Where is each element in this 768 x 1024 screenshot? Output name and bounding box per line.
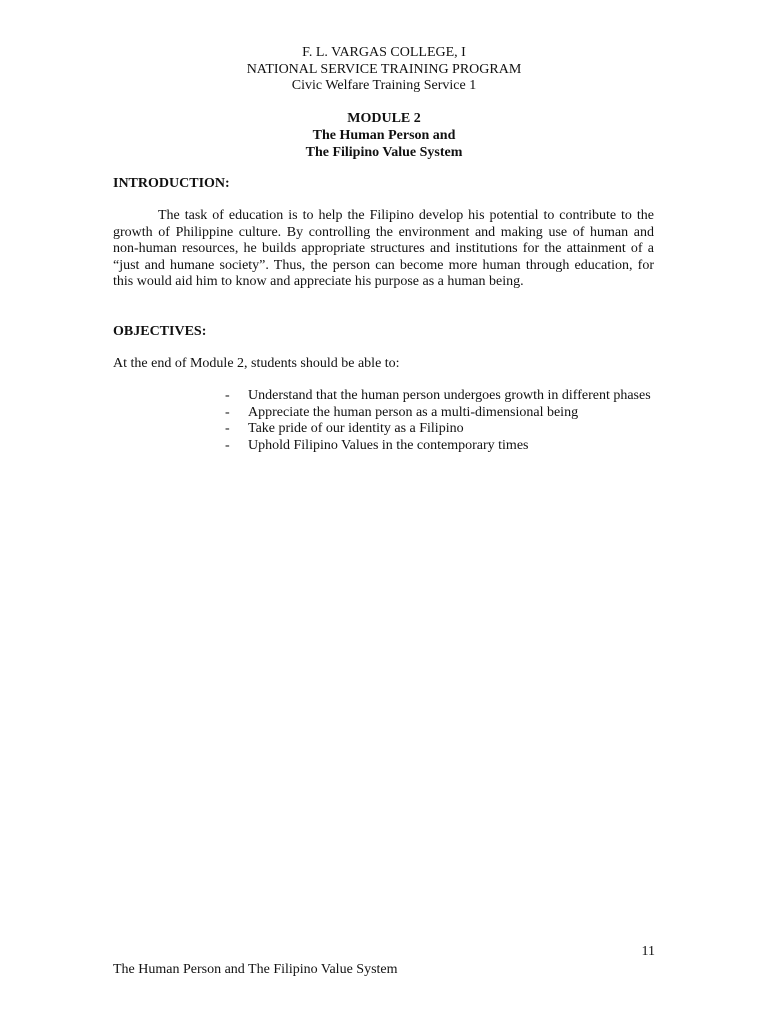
bullet-dash: - [225,404,230,420]
service-name: Civic Welfare Training Service 1 [291,78,477,93]
bullet-dash: - [225,421,230,436]
college-name: F. L. VARGAS COLLEGE, I [302,45,466,60]
list-item [225,388,651,405]
objective-text: Take pride of our identity as a Filipino [248,421,464,436]
module-title-line-2: The Filipino Value System [305,145,463,160]
introduction-paragraph: The task of education is to help the Filipino develop his potential to contribute to the growth of Philippine culture. By controlling the environment and making use of human and non-human resources, he builds appropriate structures and institutions for the attainment of a “just and humane society”. Thus, the person can become more human through education, for this would aid him to know and appreciate his purpose as a human being. [113,208,654,289]
objectives-list [225,388,651,454]
program-name: NATIONAL SERVICE TRAINING PROGRAM [246,61,522,77]
list-item [225,438,651,455]
bullet-dash: - [225,437,230,453]
objectives-heading: OBJECTIVES: [113,324,207,339]
bullet-dash: - [225,388,230,403]
page-number: 11 [641,944,655,959]
introduction-heading: INTRODUCTION: [113,176,230,191]
objective-text: Understand that the human person undergoes growth in different phases [248,388,651,403]
module-title-line-1: The Human Person and [312,128,456,143]
module-title-block [0,110,768,161]
document-header [0,45,768,95]
objectives-lead: At the end of Module 2, students should be able to: [113,356,400,371]
list-item [225,421,651,438]
list-item [225,405,651,422]
footer-text: The Human Person and The Filipino Value System [113,962,398,977]
objective-text: Uphold Filipino Values in the contemporary times [248,437,529,453]
module-number: MODULE 2 [347,111,421,126]
objective-text: Appreciate the human person as a multi-dimensional being [248,404,579,420]
